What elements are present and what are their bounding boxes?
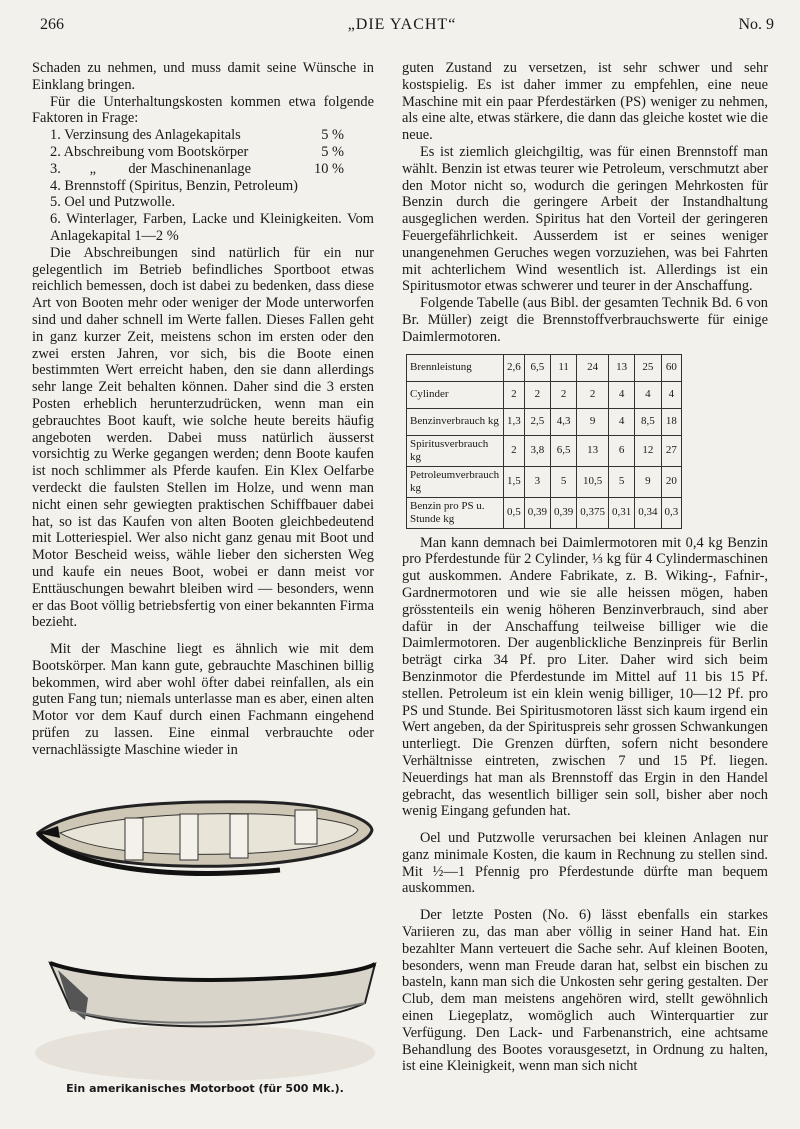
table-row [407, 381, 682, 408]
table-cell: 9 [577, 408, 609, 435]
fuel-consumption-table [406, 354, 682, 529]
paragraph: Für die Unterhaltungskosten kommen etwa folgende Faktoren in Frage: [32, 93, 374, 127]
table-cell: 6 [609, 435, 635, 466]
table-cell: 20 [661, 466, 682, 497]
row-label: Petroleumverbrauch kg [407, 466, 504, 497]
table-cell: 4 [609, 381, 635, 408]
table-cell: 2 [504, 435, 525, 466]
table-cell: 13 [577, 435, 609, 466]
table-cell: 3,8 [524, 435, 550, 466]
paragraph: Der letzte Posten (No. 6) lässt ebenfalls ein starkes Variieren zu, das man aber völlig in seiner Hand hat. Ein bezahlter Mann verteuert die Sache sehr. Auf kleinen Booten, besonders, wenn man Freude daran hat, selbst ein bischen zu basteln, kann man sich die Unkosten sehr gering gestalten. Der Club, dem man meistens angehören wird, stellt gewöhnlich einen Liegeplatz, womöglich auch Winterquartier zur Verfügung. Den Lack- und Farbenanstrich, eine achtsame Behandlung des Bootes vorausgesetzt, in Ordnung zu halten, ist eine Kleinigkeit, wenn man sich nicht [402, 907, 768, 1075]
right-column [402, 60, 768, 1075]
table-cell: 24 [577, 354, 609, 381]
list-item: 1. Verzinsung des Anlagekapitals 5 % [50, 127, 344, 144]
table-cell: 2 [551, 381, 577, 408]
table-cell: 10,5 [577, 466, 609, 497]
row-label: Benzin pro PS u. Stunde kg [407, 497, 504, 528]
table-cell: 60 [661, 354, 682, 381]
table-cell: 0,34 [635, 497, 661, 528]
paragraph: Folgende Tabelle (aus Bibl. der gesamten Technik Bd. 6 von Br. Müller) zeigt die Brennstoffverbrauchswerte für einige Daimlermotoren. [402, 295, 768, 345]
table-cell: 2 [577, 381, 609, 408]
list-item: 4. Brennstoff (Spiritus, Benzin, Petroleum) [50, 177, 298, 194]
table-cell: 0,375 [577, 497, 609, 528]
table-cell: 0,3 [661, 497, 682, 528]
list-item: 5. Oel und Putzwolle. [50, 194, 176, 211]
table-row [407, 435, 682, 466]
table-cell: 0,31 [609, 497, 635, 528]
boat-top-view [38, 802, 372, 874]
paragraph: Es ist ziemlich gleichgiltig, was für einen Brennstoff man wählt. Benzin ist etwas teurer wie Petroleum, verschmutzt aber den Motor nicht so, wodurch die geringen Mehrkosten für Benzin durch die geringere Arbeit der Instandhaltung ausgeglichen werden. Spiritus hat den Vorteil der geringeren Feuergefährlichkeit. Ausserdem ist er seines weniger unangenehmen Geruches wegen vorzuziehen, was bei Fahrten mit achterlichem Wind wesentlich ist. Allerdings ist ein Spiritusmotor etwas schwerer und teurer in der Anschaffung. [402, 143, 768, 295]
paragraph: Schaden zu nehmen, und muss damit seine Wünsche in Einklang bringen. [32, 60, 374, 93]
issue-number: No. 9 [738, 16, 774, 33]
table-cell: 4 [635, 381, 661, 408]
table-cell: 4 [661, 381, 682, 408]
table-cell: 1,3 [504, 408, 525, 435]
cost-factor-list [32, 127, 374, 245]
motorboat-illustration [30, 788, 380, 1106]
table-cell: 2 [524, 381, 550, 408]
table-row [407, 497, 682, 528]
table-cell: 2 [504, 381, 525, 408]
table-row [407, 354, 682, 381]
table-cell: 6,5 [524, 354, 550, 381]
table-cell: 4,3 [551, 408, 577, 435]
paragraph: Man kann demnach bei Daimlermotoren mit 0,4 kg Benzin pro Pferdestunde für 2 Cylinder, ⅓ kg für 4 Cylindermaschinen gut auskommen. Andere Fabrikate, z. B. Wiking-, Fafnir-, Gardnermotoren und wie sie alle heissen mögen, haben grösstenteils ein wenig höheren Benzinverbrauch, sind aber dafür in der Anschaffung teilweise billiger wie die Daimlermotoren. Der augenblickliche Benzinpreis für Berlin beträgt cirka 34 Pf. pro Liter. Daher wird sich beim Benzinmotor die Pferdestunde im Mittel auf 11 bis 15 Pf. stellen. Petroleum ist ein klein wenig billiger, 10—12 Pf. pro PS und Stunde. Bei Spiritusmotoren lässt sich kaum irgend ein Wert angeben, da der Spirituspreis sehr grossen Schwankungen unterliegt. Die Grenzen dürften, sofern nicht besondere Verhältnisse eintreten, zwischen 7 und 15 Pf. liegen. Neuerdings hat man als Brennstoff das Ergin in den Handel gebracht, das wesentlich billiger sein soll, bisher aber noch wenig Eingang gefunden hat. [402, 534, 768, 820]
table-cell: 0,39 [524, 497, 550, 528]
left-column [32, 60, 374, 759]
table-cell: 13 [609, 354, 635, 381]
table-cell: 12 [635, 435, 661, 466]
row-label: Spiritusverbrauch kg [407, 435, 504, 466]
list-item: 3. „ der Maschinenanlage 10 % [50, 160, 344, 177]
paragraph: guten Zustand zu versetzen, ist sehr schwer und sehr kostspielig. Es ist daher immer zu empfehlen, eine neue Maschine mit ein paar Pferdestärken (PS) weniger zu nehmen, als eine alte, etwas stärkere, die dann das gleiche kostet wie die neue. [402, 60, 768, 144]
row-label: Benzinverbrauch kg [407, 408, 504, 435]
table-cell: 1,5 [504, 466, 525, 497]
table-cell: 5 [551, 466, 577, 497]
table-cell: 4 [609, 408, 635, 435]
table-cell: 2,6 [504, 354, 525, 381]
table-cell: 25 [635, 354, 661, 381]
table-row [407, 408, 682, 435]
boat-side-view [35, 963, 375, 1081]
table-cell: 9 [635, 466, 661, 497]
paragraph: Die Abschreibungen sind natürlich für ein nur gelegentlich im Betrieb befindliches Sportboot etwas reichlich bemessen, doch ist dabei zu bedenken, dass diese Art von Booten mehr oder weniger der Mode unterworfen sind und daher schnell im Werte fallen. Dieses Fallen geht in ganz kurzer Zeit, meistens schon im ersten oder den zwei ersten Jahren, vor sich, bis die Boote einen bestimmten Wert erreicht haben, den sie dann allerdings sehr lange Zeit behalten können. Daher sind die 3 ersten Posten erheblich herunterzudrücken, wenn man ein gebrauchtes Boot kauft, wie solche heute bereits häufig angeboten werden. Dabei muss natürlich äusserst vorsichtig zu Werke gegangen werden; denn Boote kaufen ist noch schlimmer als Pferde kaufen. Ein Klex Oelfarbe verdeckt die faulsten Stellen im Holze, und wenn man nicht einen sehr gewiegten praktischen Schiffbauer dabei hat, so ist das Kaufen von alten Booten gleichbedeutend mit Lotteriespiel. Wer also nicht ganz genau mit Boot und Motor Bescheid weiss, wähle lieber den sichersten Weg und kaufe ein neues Boot, wobei er dann meist vor Enttäuschungen bewahrt bleiben wird — besonders, wenn er das Boot völlig betriebsfertig von einer bekannten Firma bezieht. [32, 244, 374, 631]
table-cell: 11 [551, 354, 577, 381]
illustration-caption: Ein amerikanisches Motorboot (für 500 Mk.). [66, 1082, 344, 1095]
list-item: 6. Winterlager, Farben, Lacke und Kleinigkeiten. Vom Anlagekapital 1—2 % [50, 211, 374, 244]
table-cell: 0,39 [551, 497, 577, 528]
table-cell: 5 [609, 466, 635, 497]
paragraph: Oel und Putzwolle verursachen bei kleinen Anlagen nur ganz minimale Kosten, die kaum in Rechnung zu stellen sind. Mit ½—1 Pfennig pro Pferdestunde dürfte man bequem auskommen. [402, 830, 768, 897]
table-cell: 8,5 [635, 408, 661, 435]
table-cell: 18 [661, 408, 682, 435]
table-cell: 0,5 [504, 497, 525, 528]
page-header [30, 10, 774, 38]
table-cell: 27 [661, 435, 682, 466]
table-cell: 3 [524, 466, 550, 497]
journal-title: „DIE YACHT“ [347, 16, 457, 33]
table-row [407, 466, 682, 497]
page-number: 266 [40, 16, 64, 33]
table-cell: 2,5 [524, 408, 550, 435]
row-label: Brennleistung [407, 354, 504, 381]
row-label: Cylinder [407, 381, 504, 408]
table-cell: 6,5 [551, 435, 577, 466]
paragraph: Mit der Maschine liegt es ähnlich wie mit dem Bootskörper. Man kann gute, gebrauchte Maschinen billig bekommen, wird aber wohl öfter dabei reinfallen, als ein guten Fang tun; niemals unterlasse man es aber, einen alten Motor vor dem Kauf durch einen Fachmann eingehend prüfen zu lassen. Eine einmal verbrauchte oder vernachlässigte Maschine wieder in [32, 641, 374, 758]
list-item: 2. Abschreibung vom Bootskörper 5 % [50, 143, 344, 160]
